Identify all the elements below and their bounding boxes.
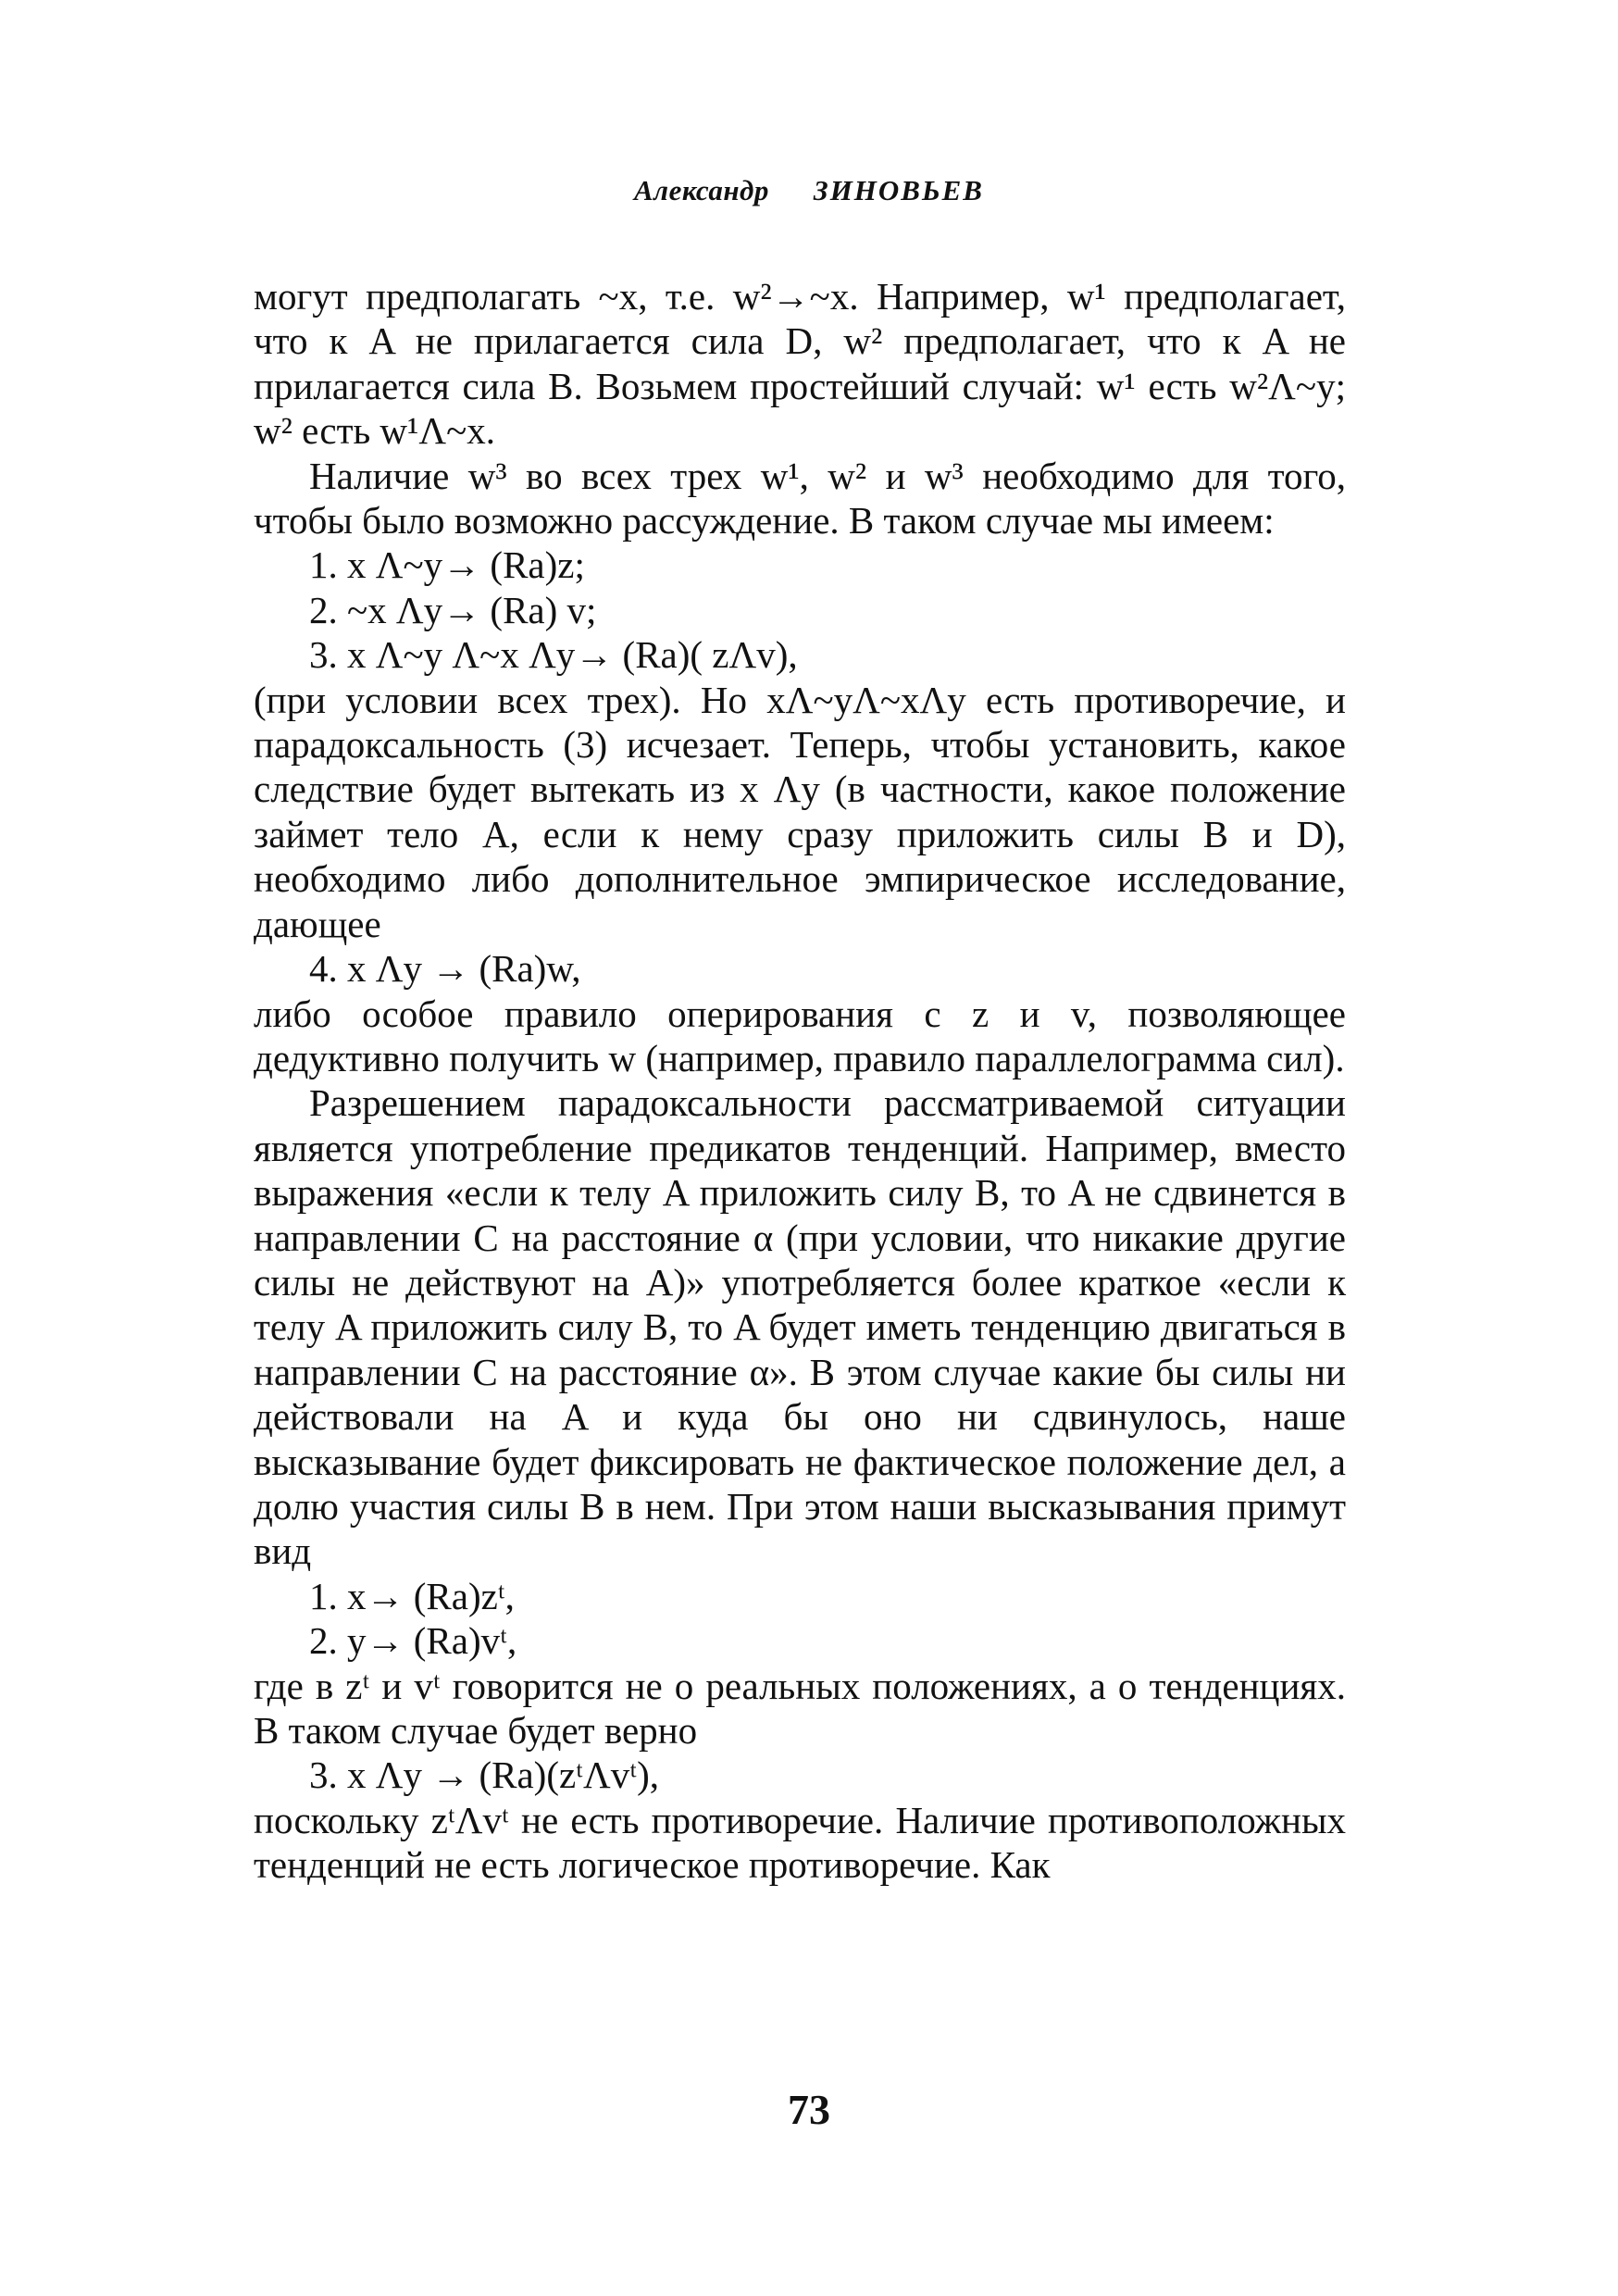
formula-line-3: 3. x Λ~y Λ~x Λy→ (Ra)( zΛv),: [309, 633, 798, 677]
paragraph-continuation: могут предполагать ~x, т.е. w²→~x. Например, w¹ предполагает, что к A не прилагается сила D, w² предполагает, что к A не прилагается сила B. Возьмем простейший случай: w¹ есть w²Λ~y; w² есть w¹Λ~x.: [254, 275, 1346, 453]
paragraph-tendencies: Разрешением парадоксальности рассматриваемой ситуации является употребление предикатов тенденций. Например, вместо выражения «если к телу A приложить силу B, то A не сдвинется в направлении C на расстояние α (при условии, что никакие другие силы не действуют на A)» употребляется более краткое «если к телу A приложить силу B, то A будет иметь тенденцию двигаться в направлении C на расстояние α». В этом случае какие бы силы ни действовали на A и куда бы оно ни сдвинулось, наше высказывание будет фиксировать не фактическое положение дел, а долю участия силы B в нем. При этом наши высказывания примут вид: [254, 1081, 1346, 1573]
paragraph-rule: либо особое правило оперирования с z и v, позволяющее дедуктивно получить w (например, правило параллелограмма сил).: [254, 992, 1346, 1079]
author-first-name: Александр: [633, 174, 769, 206]
formula-line-1: 1. x Λ~y→ (Ra)z;: [309, 543, 585, 587]
formula-line-5: 1. x→ (Ra)zᵗ,: [309, 1574, 515, 1617]
formula-line-6: 2. y→ (Ra)vᵗ,: [309, 1619, 517, 1663]
page-number: 73: [788, 2086, 830, 2133]
formula-line-2: 2. ~x Λy→ (Ra) v;: [309, 588, 597, 631]
formula-line-4: 4. x Λy → (Ra)w,: [309, 947, 581, 991]
running-head: [0, 174, 1618, 207]
paragraph-reasoning: Наличие w³ во всех трех w¹, w² и w³ необходимо для того, чтобы было возможно рассуждение. В таком случае мы имеем:: [254, 454, 1346, 543]
page-body: [254, 274, 1346, 1888]
author-last-name: ЗИНОВЬЕВ: [813, 174, 984, 206]
paragraph-conclusion: поскольку zᵗΛvᵗ не есть противоречие. Наличие противоположных тенденций не есть логическое противоречие. Как: [254, 1798, 1346, 1887]
paragraph-contradiction: (при условии всех трех). Но xΛ~yΛ~xΛy есть противоречие, и парадоксальность (3) исчезает. Теперь, чтобы установить, какое следствие будет вытекать из x Λy (в частности, какое положение займет тело A, если к нему сразу приложить силы B и D), необходимо либо дополнительное эмпирическое исследование, дающее: [254, 678, 1346, 945]
paragraph-tendencies-note: где в zᵗ и vᵗ говорится не о реальных положениях, а о тенденциях. В таком случае будет верно: [254, 1664, 1346, 1752]
formula-line-7: 3. x Λy → (Ra)(zᵗΛvᵗ),: [309, 1753, 660, 1797]
